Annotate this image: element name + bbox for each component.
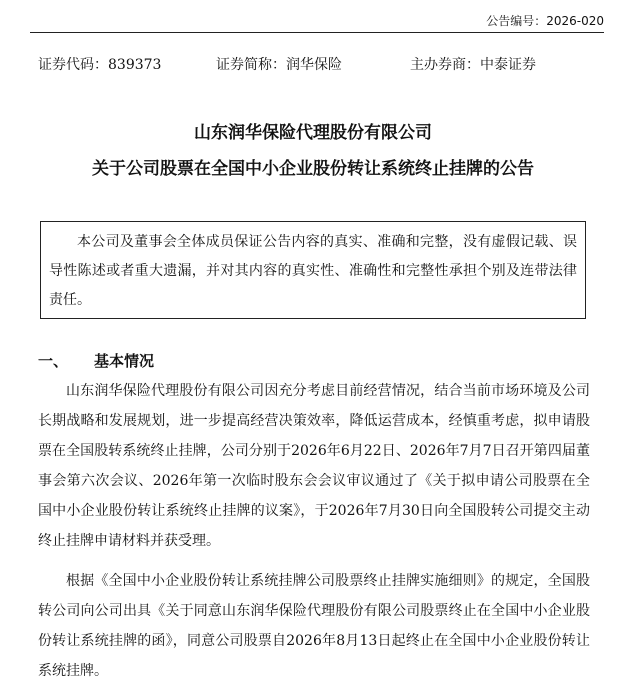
section-heading-basic-info [38,350,338,372]
company-title: 山东润华保险代理股份有限公司 [194,123,432,143]
declaration-box [40,221,586,319]
header-divider [30,32,604,33]
paragraph-background: 山东润华保险代理股份有限公司因充分考虑目前经营情况，结合当前市场环境及公司长期战略和发展规划，进一步提高经营决策效率，降低运营成本，经慎重考虑，拟申请股票在全国股转系统终止挂牌，公司分别于2026年6月22日、2026年7月7日召开第四届董事会第六次会议、2026年第一次临时股东会会议审议通过了《关于拟申请公司股票在全国中小企业股份转让系统终止挂牌的议案》，于2026年7月30日向全国股转公司提交主动终止挂牌申请材料并获受理。 [38,383,590,549]
stock-abbreviation: 证券简称：润华保险 [216,57,342,73]
announcement-title: 关于公司股票在全国中小企业股份转让系统终止挂牌的公告 [92,159,534,179]
section-number: 一、 [38,352,69,370]
announcement-number: 公告编号：2026-020 [486,14,604,28]
declaration-text: 本公司及董事会全体成员保证公告内容的真实、准确和完整，没有虚假记载、误导性陈述或者重大遗漏，并对其内容的真实性、准确性和完整性承担个别及连带法律责任。 [49,234,577,308]
security-info-row [38,54,598,74]
paragraph-approval: 根据《全国中小企业股份转让系统挂牌公司股票终止挂牌实施细则》的规定，全国股转公司向公司出具《关于同意山东润华保险代理股份有限公司股票终止在全国中小企业股份转让系统挂牌的函》，同意公司股票自2026年8月13日起终止在全国中小企业股份转让系统挂牌。 [38,573,590,679]
stock-code: 证券代码：839373 [38,57,162,73]
section-label: 基本情况 [94,352,155,370]
sponsor-broker: 主办券商：中泰证券 [410,57,536,73]
